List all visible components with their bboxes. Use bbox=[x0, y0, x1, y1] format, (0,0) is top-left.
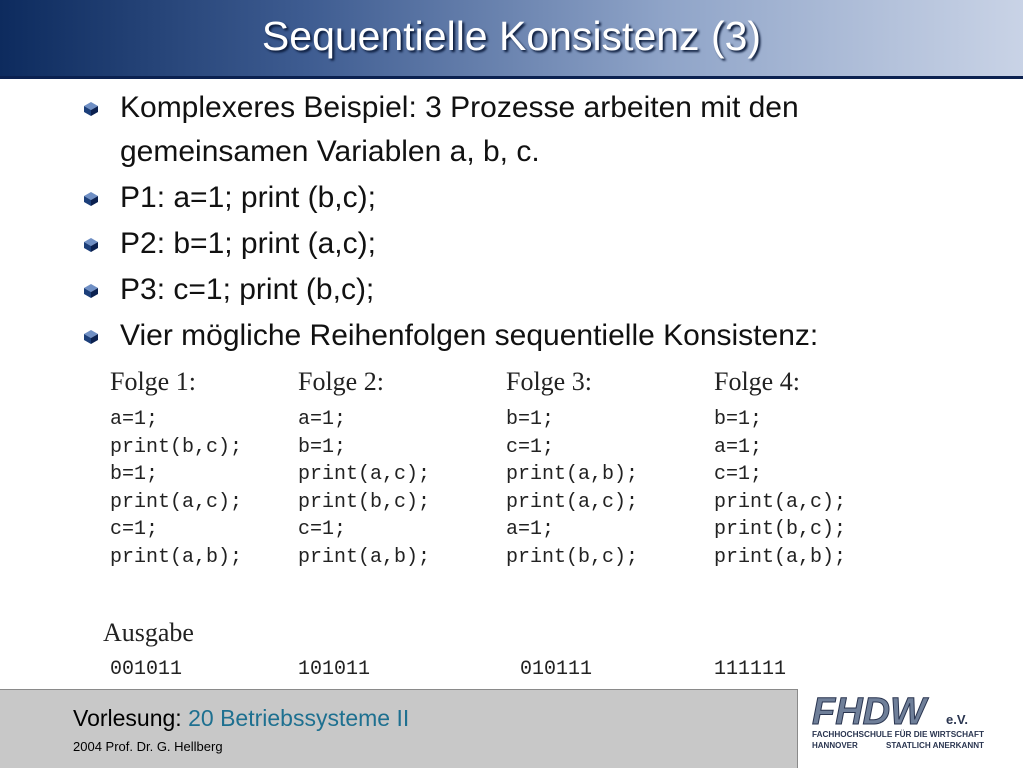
title-underline bbox=[0, 76, 1023, 79]
code-line: a=1; bbox=[110, 408, 159, 431]
code-line: print(a,b); bbox=[714, 545, 847, 569]
bullet-text: P2: b=1; print (a,c); bbox=[120, 227, 376, 260]
code-line: print(a,c); bbox=[298, 463, 431, 486]
bullet-item bbox=[82, 268, 982, 312]
code-line: print(a,c); bbox=[714, 490, 847, 514]
code-line: c=1; bbox=[298, 518, 347, 541]
bullet-item bbox=[82, 86, 982, 174]
bullet-item bbox=[82, 176, 982, 220]
code-line: b=1; bbox=[110, 463, 159, 486]
folge-column-2 bbox=[298, 366, 498, 571]
code-line: c=1; bbox=[506, 435, 555, 459]
code-line: c=1; bbox=[110, 518, 159, 541]
course-name: 20 Betriebssysteme II bbox=[188, 705, 410, 731]
folge-heading: Folge 4: bbox=[714, 367, 800, 396]
bullet-text: Vier mögliche Reihenfolgen sequentielle Konsistenz: bbox=[120, 319, 819, 352]
author-line: 2004 Prof. Dr. G. Hellberg bbox=[73, 739, 223, 754]
code-line: b=1; bbox=[506, 408, 555, 431]
code-line: a=1; bbox=[298, 408, 347, 431]
code-line: c=1; bbox=[714, 463, 763, 486]
logo-word: FHDW bbox=[812, 691, 926, 733]
bullet-text: Komplexeres Beispiel: 3 Prozesse arbeiten mit den gemeinsamen Variablen a, b, c. bbox=[120, 91, 799, 168]
footer-bar bbox=[0, 689, 798, 768]
bullet-cube-icon bbox=[84, 330, 98, 344]
ausgabe-value-4: 111111 bbox=[714, 658, 787, 681]
code-line: print(b,c); bbox=[714, 518, 847, 541]
bullet-list bbox=[82, 86, 982, 360]
slide-title: Sequentielle Konsistenz (3) bbox=[261, 13, 762, 59]
code-line: print(a,b); bbox=[110, 545, 243, 569]
folge-heading: Folge 3: bbox=[506, 367, 592, 396]
bullet-cube-icon bbox=[84, 102, 98, 116]
ausgabe-value-1: 001011 bbox=[110, 658, 183, 681]
bullet-item bbox=[82, 314, 982, 358]
folge-column-4 bbox=[714, 366, 914, 571]
folge-column-1 bbox=[110, 366, 310, 571]
folge-heading: Folge 1: bbox=[110, 367, 196, 396]
logo-accreditation: STAATLICH ANERKANNT bbox=[886, 741, 985, 750]
code-line: print(b,c); bbox=[110, 435, 243, 459]
course-label: Vorlesung: bbox=[73, 705, 182, 731]
ausgabe-value-3: 010111 bbox=[520, 658, 593, 681]
ausgabe-value-2: 101011 bbox=[298, 658, 371, 681]
code-line: print(a,c); bbox=[110, 490, 243, 514]
code-line: print(b,c); bbox=[298, 490, 431, 514]
fhdw-logo bbox=[808, 690, 990, 760]
bullet-item bbox=[82, 222, 982, 266]
bullet-text: P3: c=1; print (b,c); bbox=[120, 273, 375, 306]
logo-city: HANNOVER bbox=[812, 741, 858, 750]
code-line: b=1; bbox=[714, 408, 763, 431]
bullet-text: P1: a=1; print (b,c); bbox=[120, 181, 376, 214]
code-line: b=1; bbox=[298, 435, 347, 459]
code-line: a=1; bbox=[714, 435, 763, 459]
folge-heading: Folge 2: bbox=[298, 367, 384, 396]
code-line: print(a,b); bbox=[506, 463, 639, 486]
code-line: a=1; bbox=[506, 518, 555, 541]
logo-suffix: e.V. bbox=[946, 712, 968, 727]
bullet-cube-icon bbox=[84, 238, 98, 252]
code-line: print(a,c); bbox=[506, 490, 639, 514]
ausgabe-heading: Ausgabe bbox=[103, 618, 194, 647]
course-line bbox=[73, 705, 409, 732]
code-line: print(a,b); bbox=[298, 545, 431, 569]
logo-line-1: FACHHOCHSCHULE FÜR DIE WIRTSCHAFT bbox=[812, 730, 985, 739]
code-line: print(b,c); bbox=[506, 545, 639, 569]
bullet-cube-icon bbox=[84, 284, 98, 298]
folge-column-3 bbox=[506, 366, 706, 571]
bullet-cube-icon bbox=[84, 192, 98, 206]
